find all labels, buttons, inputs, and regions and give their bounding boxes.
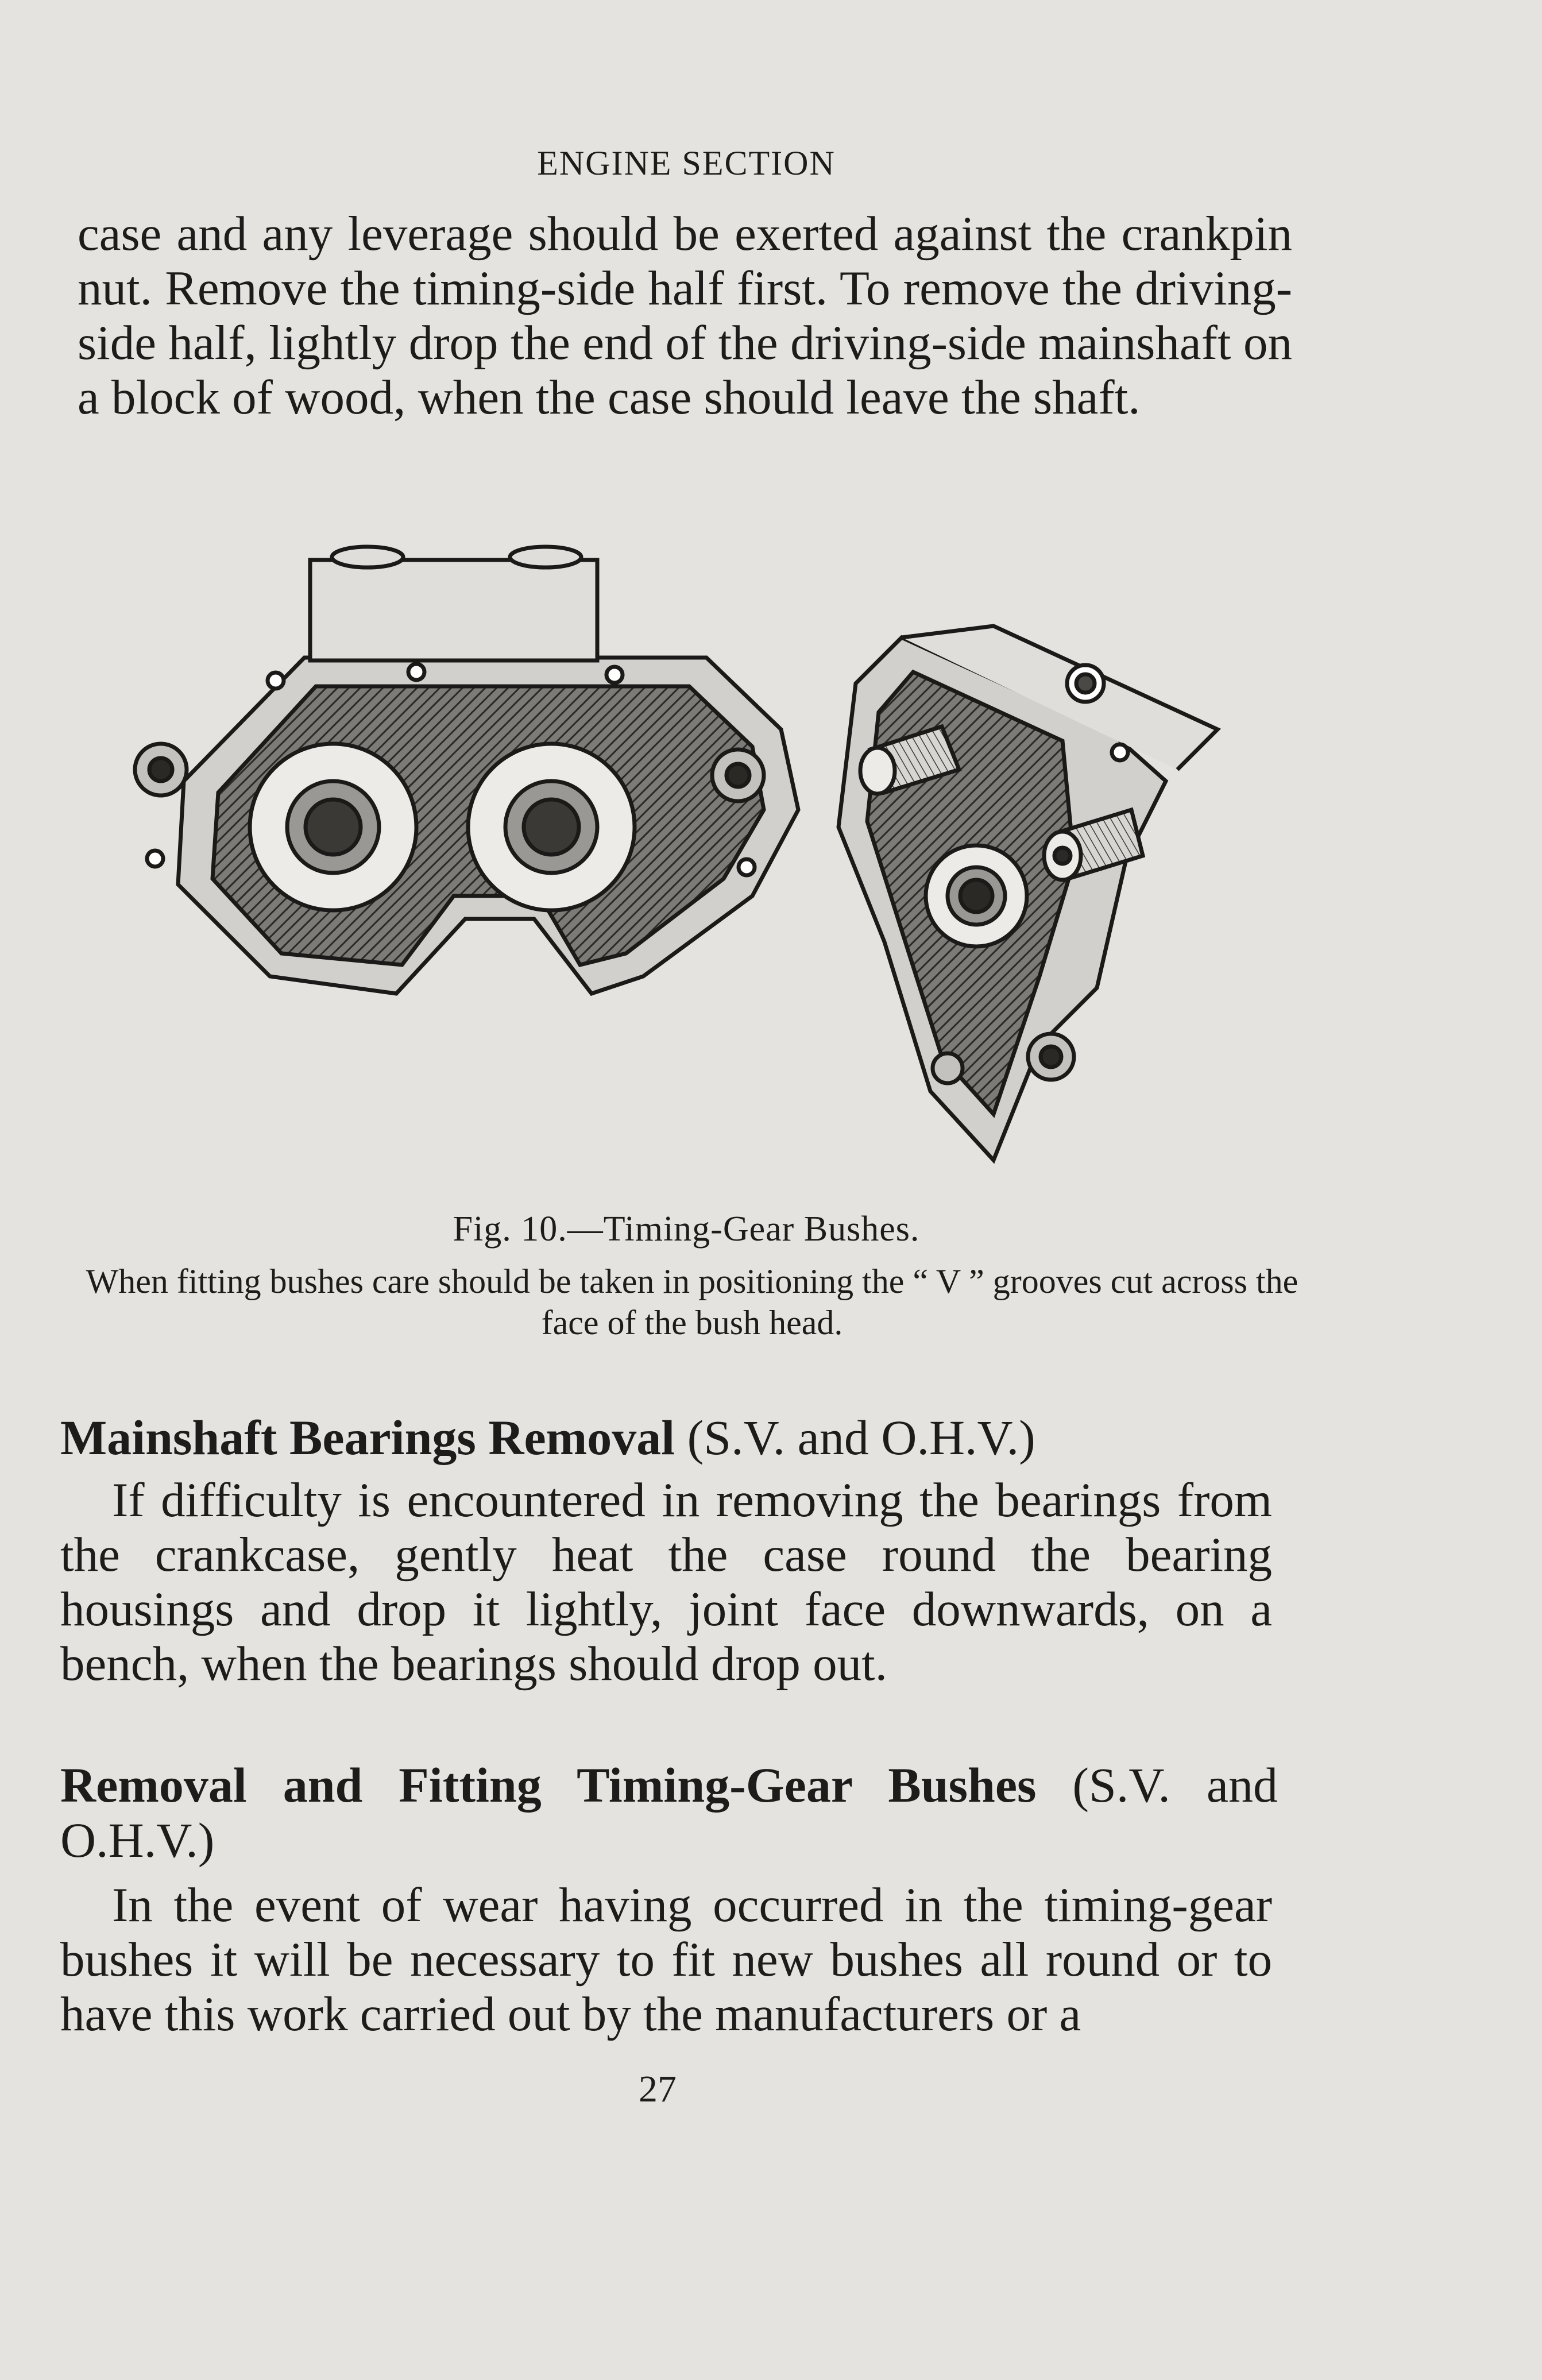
figure-title: Fig. 10.—Timing-Gear Bushes. xyxy=(453,1210,920,1249)
heading-main: Mainshaft Bearings Removal xyxy=(60,1410,675,1465)
section-body-bearings xyxy=(60,1473,1272,1691)
crankcase-illustration xyxy=(98,540,1258,1189)
section-body-bushes xyxy=(60,1878,1272,2042)
running-head: ENGINE SECTION xyxy=(537,144,836,182)
heading-suffix: (S.V. and O.H.V.) xyxy=(60,1757,1278,1868)
section-heading-bushes xyxy=(60,1757,1278,1868)
page-number: 27 xyxy=(639,2068,677,2110)
body-text: In the event of wear having occurred in the timing-gear bushes it will be necessary to fit new bushes all round or to have this work carried out by the manufacturers or a xyxy=(60,1878,1272,2041)
heading-main: Removal and Fitting Timing-Gear Bushes xyxy=(60,1757,1037,1813)
paragraph-continued: case and any leverage should be exerted against the crankpin nut. Remove the timing-side half first. To remove the driving-side half, lightly drop the end of the driving-side mainshaft on a block of wood, when the case should leave the shaft. xyxy=(78,207,1292,424)
heading-suffix: (S.V. and O.H.V.) xyxy=(687,1410,1035,1465)
left-case-half xyxy=(135,547,798,994)
body-text: If difficulty is encountered in removing the bearings from the crankcase, gently heat the case round the bearing housings and drop it lightly, joint face downwards, on a bench, when the bearings should drop out. xyxy=(60,1473,1272,1691)
section-heading-bearings xyxy=(60,1410,1352,1465)
figure-caption: When fitting bushes care should be taken in positioning the “ V ” grooves cut across the face of the bush head. xyxy=(86,1262,1298,1342)
right-case-half xyxy=(838,626,1218,1160)
